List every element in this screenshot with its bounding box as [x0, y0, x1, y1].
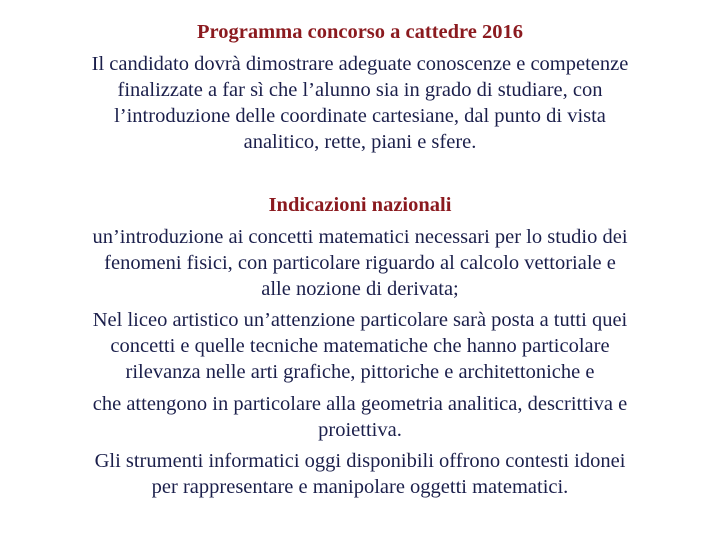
- text-line: Nel liceo artistico un’attenzione particolare sarà posta a tutti quei: [92, 309, 628, 331]
- text-line: un’introduzione ai concetti matematici necessari per lo studio dei: [92, 226, 628, 248]
- text-line: Il candidato dovrà dimostrare adeguate conoscenze e competenze: [91, 53, 629, 75]
- text-line: Gli strumenti informatici oggi disponibili offrono contesti idonei: [94, 450, 626, 472]
- section-title-indicazioni: Indicazioni nazionali: [268, 194, 452, 216]
- text-line: finalizzate a far sì che l’alunno sia in grado di studiare, con: [117, 79, 603, 101]
- text-line: proiettiva.: [318, 419, 402, 441]
- text-line: alle nozione di derivata;: [261, 278, 459, 300]
- text-line: fenomeni fisici, con particolare riguardo al calcolo vettoriale e: [104, 252, 616, 274]
- text-line: per rappresentare e manipolare oggetti matematici.: [151, 476, 569, 498]
- section-title-programma: Programma concorso a cattedre 2016: [196, 21, 523, 43]
- text-line: l’introduzione delle coordinate cartesiane, dal punto di vista: [114, 105, 606, 127]
- text-line: che attengono in particolare alla geometria analitica, descrittiva e: [92, 393, 628, 415]
- text-line: rilevanza nelle arti grafiche, pittoriche e architettoniche e: [125, 361, 595, 383]
- text-line: concetti e quelle tecniche matematiche che hanno particolare: [110, 335, 610, 357]
- text-line: analitico, rette, piani e sfere.: [243, 131, 477, 153]
